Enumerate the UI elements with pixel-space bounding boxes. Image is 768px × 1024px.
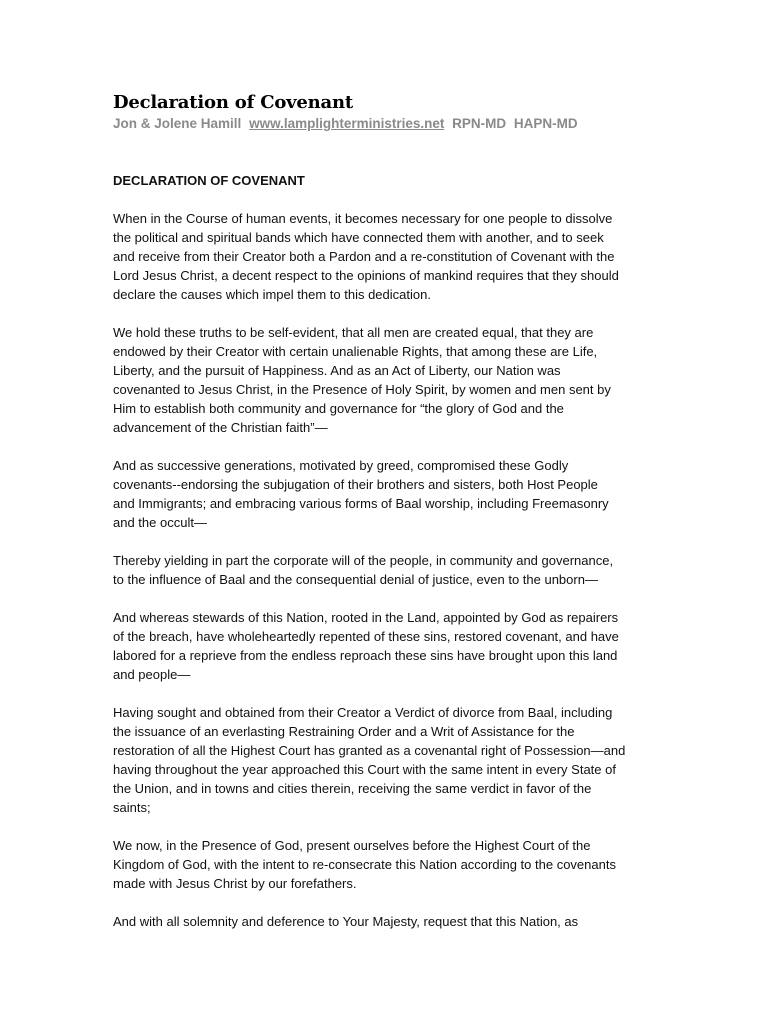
byline <box>113 115 673 133</box>
paragraph: We hold these truths to be self-evident, that all men are created equal, that they are endowed by their Creator with certain unalienable Rights, that among these are Life, Liberty, and the pursuit of Happiness. And as an Act of Liberty, our Nation was covenanted to Jesus Christ, in the Presence of Holy Spirit, by women and men sent by Him to establish both community and governance for “the glory of God and the advancement of the Christian faith”— <box>113 325 611 435</box>
paragraph: Having sought and obtained from their Creator a Verdict of divorce from Baal, including the issuance of an everlasting Restraining Order and a Writ of Assistance for the restoration of all the Highest Court has granted as a covenantal right of Possession—and having throughout the year approached this Court with the same intent in every State of the Union, and in towns and cities therein, receiving the same verdict in favor of the saints; <box>113 705 626 815</box>
paragraph: And as successive generations, motivated by greed, compromised these Godly covenants--endorsing the subjugation of their brothers and sisters, both Host People and Immigrants; and embracing various forms of Baal worship, including Freemasonry and the occult— <box>113 458 609 530</box>
tag-hapn-md: HAPN-MD <box>513 116 578 131</box>
paragraph: When in the Course of human events, it becomes necessary for one people to dissolve the political and spiritual bands which have connected them with another, and to seek and receive from their Creator both a Pardon and a re-constitution of Covenant with the Lord Jesus Christ, a decent respect to the opinions of mankind requires that they should declare the causes which impel them to this dedication. <box>113 211 619 302</box>
paragraph: And whereas stewards of this Nation, rooted in the Land, appointed by God as repairers of the breach, have wholeheartedly repented of these sins, restored covenant, and have labored for a reprieve from the endless reproach these sins have brought upon this land and people— <box>113 610 619 682</box>
document-title: Declaration of Covenant <box>113 92 353 113</box>
tag-rpn-md: RPN-MD <box>452 116 507 131</box>
document-page <box>113 92 673 950</box>
document-body <box>113 209 673 931</box>
website-link[interactable]: www.lamplighterministries.net <box>249 116 445 131</box>
paragraph: Thereby yielding in part the corporate will of the people, in community and governance, to the influence of Baal and the consequential denial of justice, even to the unborn— <box>113 553 614 587</box>
section-heading: DECLARATION OF COVENANT <box>113 173 305 188</box>
paragraph: We now, in the Presence of God, present ourselves before the Highest Court of the Kingdom of God, with the intent to re-consecrate this Nation according to the covenants made with Jesus Christ by our forefathers. <box>113 838 616 891</box>
paragraph: And with all solemnity and deference to Your Majesty, request that this Nation, as <box>113 914 579 929</box>
authors: Jon & Jolene Hamill <box>113 116 242 131</box>
